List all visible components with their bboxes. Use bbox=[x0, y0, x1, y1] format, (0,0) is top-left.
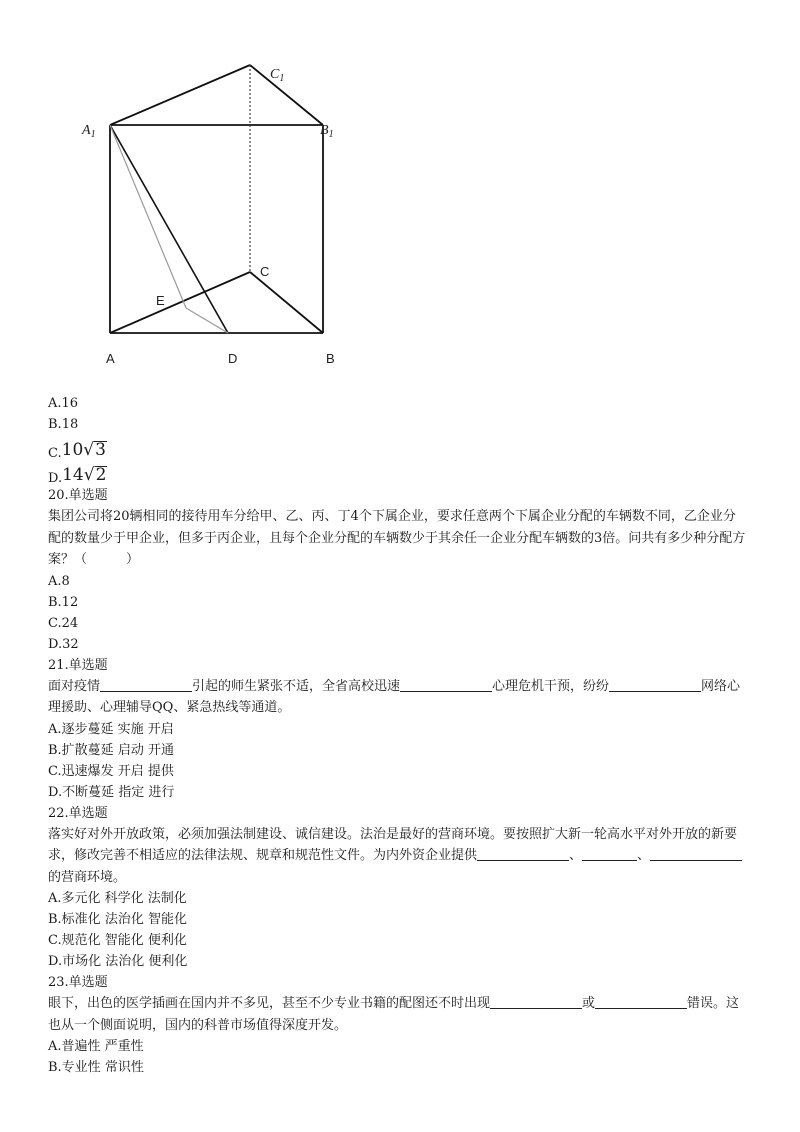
q21-option-a: A.逐步蔓延 实施 开启 bbox=[48, 721, 174, 737]
answer-blank bbox=[100, 676, 192, 692]
q20-option-b: B.12 bbox=[48, 594, 79, 610]
question-content bbox=[48, 393, 748, 1078]
q21-option-d: D.不断蔓延 指定 进行 bbox=[48, 784, 175, 800]
edge-a1-c1 bbox=[110, 65, 250, 125]
label-a1: $A_1$ bbox=[82, 123, 96, 140]
label-e: E bbox=[156, 293, 165, 308]
q21-option-b: B.扩散蔓延 启动 开通 bbox=[48, 742, 174, 758]
edge-a-c bbox=[110, 272, 250, 333]
q19-option-c: C.10√3 bbox=[48, 435, 748, 460]
q20-option-c: C.24 bbox=[48, 615, 79, 631]
answer-blank bbox=[650, 845, 742, 861]
q19-option-b: B.18 bbox=[48, 417, 79, 432]
label-b: B bbox=[326, 351, 335, 366]
q22-option-b: B.标准化 法治化 智能化 bbox=[48, 912, 187, 927]
answer-blank bbox=[477, 845, 569, 861]
label-a: A bbox=[106, 351, 115, 366]
q23-header: 23.单选题 bbox=[48, 975, 108, 990]
answer-blank bbox=[582, 845, 637, 861]
math-expression: 14√2 bbox=[62, 465, 107, 485]
answer-blank bbox=[400, 676, 492, 692]
segment-a1-e bbox=[110, 125, 186, 308]
segment-a1-d bbox=[110, 125, 228, 333]
q23-option-b: B.专业性 常识性 bbox=[48, 1060, 144, 1075]
q22-option-d: D.市场化 法治化 便利化 bbox=[48, 954, 188, 969]
answer-blank bbox=[609, 676, 701, 692]
q23-option-a: A.普遍性 严重性 bbox=[48, 1039, 144, 1054]
q22-stem: 落实好对外开放政策，必须加强法制建设、诚信建设。法治是最好的营商环境。要按照扩大新一轮高水平对外开放的新要求，修改完善不相适应的法律法规、规章和规范性文件。为内外资企业提供 、 、的营商环境。 bbox=[48, 824, 748, 889]
q20-header: 20.单选题 bbox=[48, 488, 108, 503]
q22-header: 22.单选题 bbox=[48, 805, 108, 821]
q21-stem: 面对疫情 引起的师生紧张不适，全省高校迅速 心理危机干预，纷纷 网络心理援助、心理辅导QQ、紧急热线等通道。 bbox=[48, 676, 748, 719]
q22-option-a: A.多元化 科学化 法制化 bbox=[48, 891, 187, 906]
answer-blank bbox=[595, 993, 687, 1009]
triangular-prism-diagram bbox=[70, 50, 390, 380]
q22-option-c: C.规范化 智能化 便利化 bbox=[48, 933, 187, 948]
q23-stem: 眼下，出色的医学插画在国内并不多见，甚至不少专业书籍的配图还不时出现 或 错误。这也从一个侧面说明，国内的科普市场值得深度开发。 bbox=[48, 993, 748, 1036]
label-c1: $C_1$ bbox=[270, 67, 285, 84]
math-expression: 10√3 bbox=[61, 440, 106, 460]
label-b1: $B_1$ bbox=[320, 123, 334, 140]
q21-header: 21.单选题 bbox=[48, 657, 108, 673]
q20-stem: 集团公司将20辆相同的接待用车分给甲、乙、丙、丁4个下属企业，要求任意两个下属企业分配的车辆数不同，乙企业分配的数量少于甲企业，但多于丙企业，且每个企业分配的车辆数少于其余任一企业分配车辆数的3倍。问共有多少种分配方案？（ ） bbox=[48, 509, 746, 567]
prism-figure bbox=[70, 50, 390, 380]
q19-option-d: D.14√2 bbox=[48, 460, 748, 485]
q19-option-a: A.16 bbox=[48, 396, 79, 411]
q21-option-c: C.迅速爆发 开启 提供 bbox=[48, 763, 174, 779]
answer-blank bbox=[490, 993, 582, 1009]
edge-c1-b1 bbox=[250, 65, 323, 125]
label-d: D bbox=[228, 351, 238, 366]
q20-option-a: A.8 bbox=[48, 573, 70, 589]
label-c: C bbox=[260, 264, 270, 279]
edge-c-b bbox=[250, 272, 323, 333]
q20-option-d: D.32 bbox=[48, 636, 79, 652]
